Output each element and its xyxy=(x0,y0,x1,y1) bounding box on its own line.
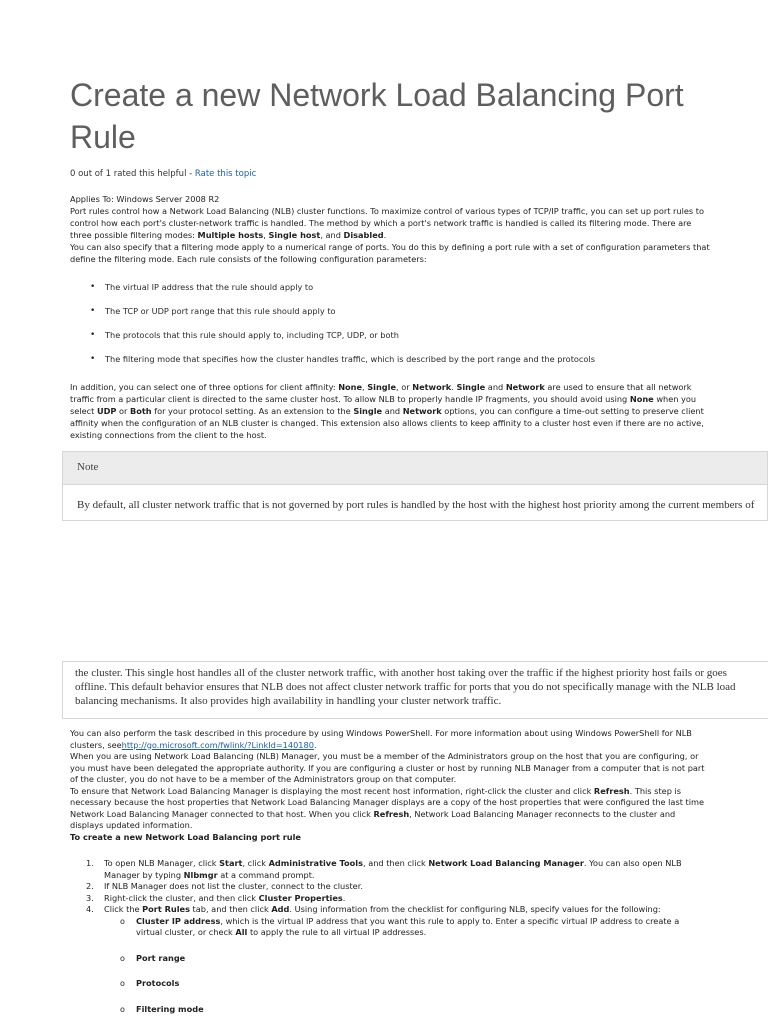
powershell-paragraph: You can also perform the task described in this procedure by using Windows PowerShell. For more information about using Windows PowerShell for NLB clusters, seehttp://go.microsoft.com/fwlink/?LinkId=140180. xyxy=(70,728,692,750)
list-item: • The protocols that this rule should apply to, including TCP, UDP, or both xyxy=(90,329,690,353)
applies-to: Applies To: Windows Server 2008 R2 xyxy=(70,194,220,204)
sub-item: o Protocols xyxy=(104,978,704,1004)
intro-paragraph: Port rules control how a Network Load Balancing (NLB) cluster functions. To maximize control of various types of TCP/IP traffic, you can set up port rules to control how each port's cluster-network traffic is handled. The method by which a port's network traffic is handled is called its filtering mode. There are three possible filtering modes: Multiple hosts, Single host, and Disabled. xyxy=(70,206,704,240)
procedure-intro xyxy=(70,728,710,843)
note-line: offline. This default behavior ensures that NLB does not affect cluster network traffic for ports that you do not specifically manage with the NLB load xyxy=(75,681,736,693)
note-line: the cluster. This single host handles all of the cluster network traffic, with another host taking over the traffic if the highest priority host fails or goes xyxy=(75,667,727,679)
sub-list xyxy=(104,916,704,1016)
step-item: 3. Right-click the cluster, and then click Cluster Properties. xyxy=(86,892,346,903)
list-item: • The TCP or UDP port range that this rule should apply to xyxy=(90,305,690,329)
rating-line xyxy=(70,169,256,179)
sub-item: o Filtering mode xyxy=(104,1004,704,1016)
note-continuation xyxy=(62,661,768,719)
note-heading: Note xyxy=(62,451,768,485)
procedure-steps xyxy=(84,858,704,1015)
note-line: balancing mechanisms. It also provides high availability in handling your cluster network traffic. xyxy=(75,695,502,707)
intro-section xyxy=(70,193,710,265)
refresh-paragraph: To ensure that Network Load Balancing Manager is displaying the most recent host information, right-click the cluster and click Refresh. This step is necessary because the host properties that Network Load Balancing Manager displays are a copy of the host properties that were configured the last time Network Load Balancing Manager connected to that host. When you click Refresh, Network Load Balancing Manager reconnects to the cluster and displays updated information. xyxy=(70,785,705,830)
note-text: By default, all cluster network traffic that is not governed by port rules is handled by the host with the highest host priority among the current members of xyxy=(62,485,768,521)
step-item: 4. Click the Port Rules tab, and then click Add. Using information from the checklist for configuring NLB, specify values for the following: o Cluster IP address, which is the virtual IP address that you want this rule to apply to. Enter a specific virtual IP address to create a virtual cluster, or check All to apply the rule to all virtual IP addresses. o Port range o Protocols o Filtering mode xyxy=(84,904,704,1015)
rate-this-topic-link[interactable]: Rate this topic xyxy=(194,169,257,179)
list-item: • The filtering mode that specifies how the cluster handles traffic, which is described by the port range and the protocols xyxy=(90,353,690,377)
permissions-paragraph: When you are using Network Load Balancing (NLB) Manager, you must be a member of the Administrators group on the host that you are configuring, or you must have been delegated the appropriate authority. If you are configuring a cluster or host by running NLB Manager from a computer that is not part of the cluster, you do not have to be a member of the Administrators group on that computer. xyxy=(70,751,705,784)
step-item: 1. To open NLB Manager, click Start, click Administrative Tools, and then click Network Load Balancing Manager. You can also open NLB Manager by typing Nlbmgr at a command prompt. xyxy=(86,858,682,880)
affinity-paragraph: In addition, you can select one of three options for client affinity: None, Single, or Network. Single and Network are used to ensure that all network traffic from a particular client is directed to the same cluster host. To allow NLB to properly handle IP fragments, you should avoid using None when you select UDP or Both for your protocol setting. As an extension to the Single and Network options, you can configure a time-out setting to preserve client affinity when the configuration of an NLB cluster is changed. This extension also allows clients to keep affinity to a cluster host even if there are no active, existing connections from the client to the host. xyxy=(70,382,704,440)
parameters-paragraph: You can also specify that a filtering mode apply to a numerical range of ports. You do this by defining a port rule with a set of configuration parameters that define the filtering mode. Each rule consists of the following configuration parameters: xyxy=(70,242,710,264)
procedure-heading: To create a new Network Load Balancing port rule xyxy=(70,831,301,842)
parameter-list xyxy=(90,281,690,377)
sub-item: o Port range xyxy=(104,953,704,979)
step-item: 2. If NLB Manager does not list the cluster, connect to the cluster. xyxy=(86,881,363,891)
powershell-link[interactable]: http://go.microsoft.com/fwlink/?LinkId=140180 xyxy=(121,739,314,750)
list-item: • The virtual IP address that the rule should apply to xyxy=(90,281,690,305)
rating-text: 0 out of 1 rated this helpful - xyxy=(70,169,195,179)
page-title: Create a new Network Load Balancing Port Rule xyxy=(70,77,684,155)
sub-item: o Cluster IP address, which is the virtual IP address that you want this rule to apply to. Enter a specific virtual IP address to create a virtual cluster, or check All to apply the rule to all virtual IP addresses. xyxy=(104,916,704,953)
